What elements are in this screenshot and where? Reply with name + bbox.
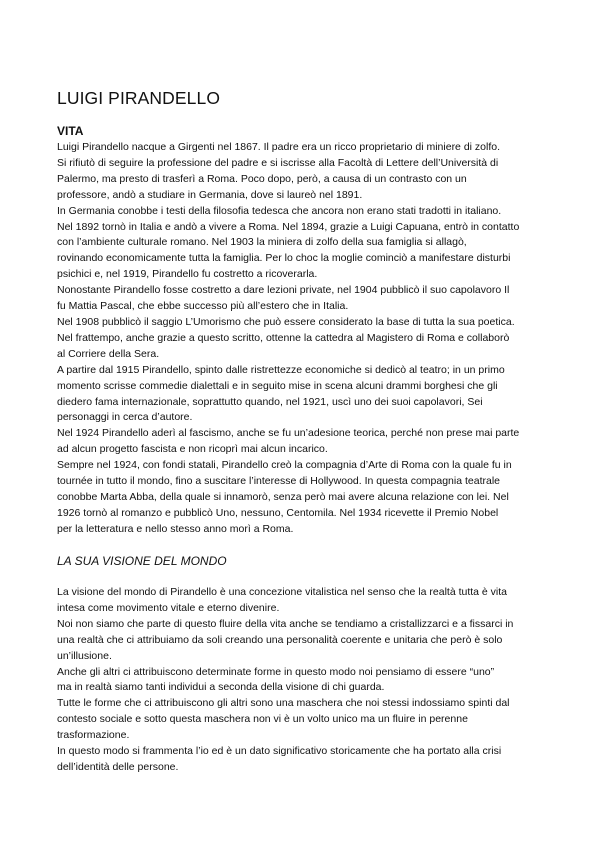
text-line: rovinando economicamente tutta la famiglia. Per lo choc la moglie cominciò a manifestare disturbi xyxy=(57,252,511,265)
text-line: A partire dal 1915 Pirandello, spinto dalle ristrettezze economiche si dedicò al teatro; in un primo xyxy=(57,363,505,376)
text-line: Nonostante Pirandello fosse costretto a dare lezioni private, nel 1904 pubblicò il suo capolavoro Il xyxy=(57,284,510,297)
text-line: Sempre nel 1924, con fondi statali, Pirandello creò la compagnia d’Arte di Roma con la quale fu in xyxy=(57,459,512,472)
text-line: Tutte le forme che ci attribuiscono gli altri sono una maschera che noi stessi indossiamo spinti dal xyxy=(57,697,510,710)
text-line: ma in realtà siamo tanti individui a seconda della visione di chi guarda. xyxy=(57,681,385,694)
text-line: contesto sociale e sotto questa maschera non vi è un volto unico ma un fluire in perenne xyxy=(57,713,468,726)
text-line: per la letteratura e nello stesso anno morì a Roma. xyxy=(57,522,294,535)
document-title: LUIGI PIRANDELLO xyxy=(57,88,221,108)
text-line: diedero fama internazionale, soprattutto quando, nel 1921, uscì uno dei suoi capolavori, Sei xyxy=(57,395,483,408)
text-line: Palermo, ma presto di trasferì a Roma. Poco dopo, però, a causa di un contrasto con un xyxy=(57,172,467,185)
text-line: In questo modo si frammenta l’io ed è un dato significativo storicamente che ha portato alla crisi xyxy=(57,745,502,757)
text-line: trasformazione. xyxy=(57,729,130,742)
text-line: al Corriere della Sera. xyxy=(57,347,160,360)
text-line: Si rifiutò di seguire la professione del padre e si iscrisse alla Facoltà di Lettere dell’Università di xyxy=(57,156,499,169)
text-line: ad alcun progetto fascista e non ricoprì mai alcun incarico. xyxy=(57,443,328,456)
text-line: Luigi Pirandello nacque a Girgenti nel 1867. Il padre era un ricco proprietario di miniere di zolfo. xyxy=(57,141,501,153)
text-line: conobbe Marta Abba, della quale si innamorò, senza però mai avere alcuna relazione con lei. Nel xyxy=(57,490,509,503)
text-line: un’illusione. xyxy=(57,649,112,662)
text-line: In Germania conobbe i testi della filosofia tedesca che ancora non erano stati tradotti in italiano. xyxy=(57,204,502,217)
text-line: dell’identità delle persone. xyxy=(57,760,179,773)
visione-paragraphs xyxy=(57,585,547,744)
text-line: Nel frattempo, anche grazie a questo scritto, ottenne la cattedra al Magistero di Roma e collaborò xyxy=(57,331,510,344)
section-heading-visione: LA SUA VISIONE DEL MONDO xyxy=(57,554,227,568)
text-line: Noi non siamo che parte di questo fluire della vita anche se tendiamo a cristallizzarci e a fissarci in xyxy=(57,617,514,630)
text-line: tournée in tutto il mondo, fino a suscitare l’interesse di Hollywood. In questa compagnia teatrale xyxy=(57,475,500,488)
text-line: una realtà che ci attribuiamo da soli creando una personalità coerente e unitaria che però è solo xyxy=(57,633,503,646)
text-line: con l’ambiente culturale romano. Nel 1903 la miniera di zolfo della sua famiglia si allagò, xyxy=(57,236,467,249)
text-line: Nel 1908 pubblicò il saggio L’Umorismo che può essere considerato la base di tutta la sua poetica. xyxy=(57,315,515,328)
text-line: Nel 1924 Pirandello aderì al fascismo, anche se fu un’adesione teorica, perché non prese mai parte xyxy=(57,427,520,440)
text-line: professore, andò a studiare in Germania, dove si laureò nel 1891. xyxy=(57,188,363,201)
text-line: 1926 tornò al romanzo e pubblicò Uno, nessuno, Centomila. Nel 1934 ricevette il Premio Nobel xyxy=(57,506,499,519)
text-line: Anche gli altri ci attribuiscono determinate forme in questo modo noi pensiamo di essere “uno” xyxy=(57,665,495,678)
text-line: intesa come movimento vitale e eterno divenire. xyxy=(57,601,280,614)
text-line: fu Mattia Pascal, che ebbe successo più all’estero che in Italia. xyxy=(57,300,349,313)
text-line: Nel 1892 tornò in Italia e andò a vivere a Roma. Nel 1894, grazie a Luigi Capuana, entrò in contatto xyxy=(57,220,520,233)
text-line: La visione del mondo di Pirandello è una concezione vitalistica nel senso che la realtà tutta è vita xyxy=(57,586,508,598)
section-heading-vita: VITA xyxy=(57,124,84,138)
vita-paragraphs xyxy=(57,140,547,538)
closing-paragraph xyxy=(57,744,547,776)
text-line: personaggi in cerca d’autore. xyxy=(57,411,193,424)
text-line: psichici e, nel 1919, Pirandello fu costretto a ricoverarla. xyxy=(57,268,318,281)
text-line: momento scrisse commedie dialettali e in seguito mise in scena alcuni drammi borghesi che gli xyxy=(57,379,498,392)
